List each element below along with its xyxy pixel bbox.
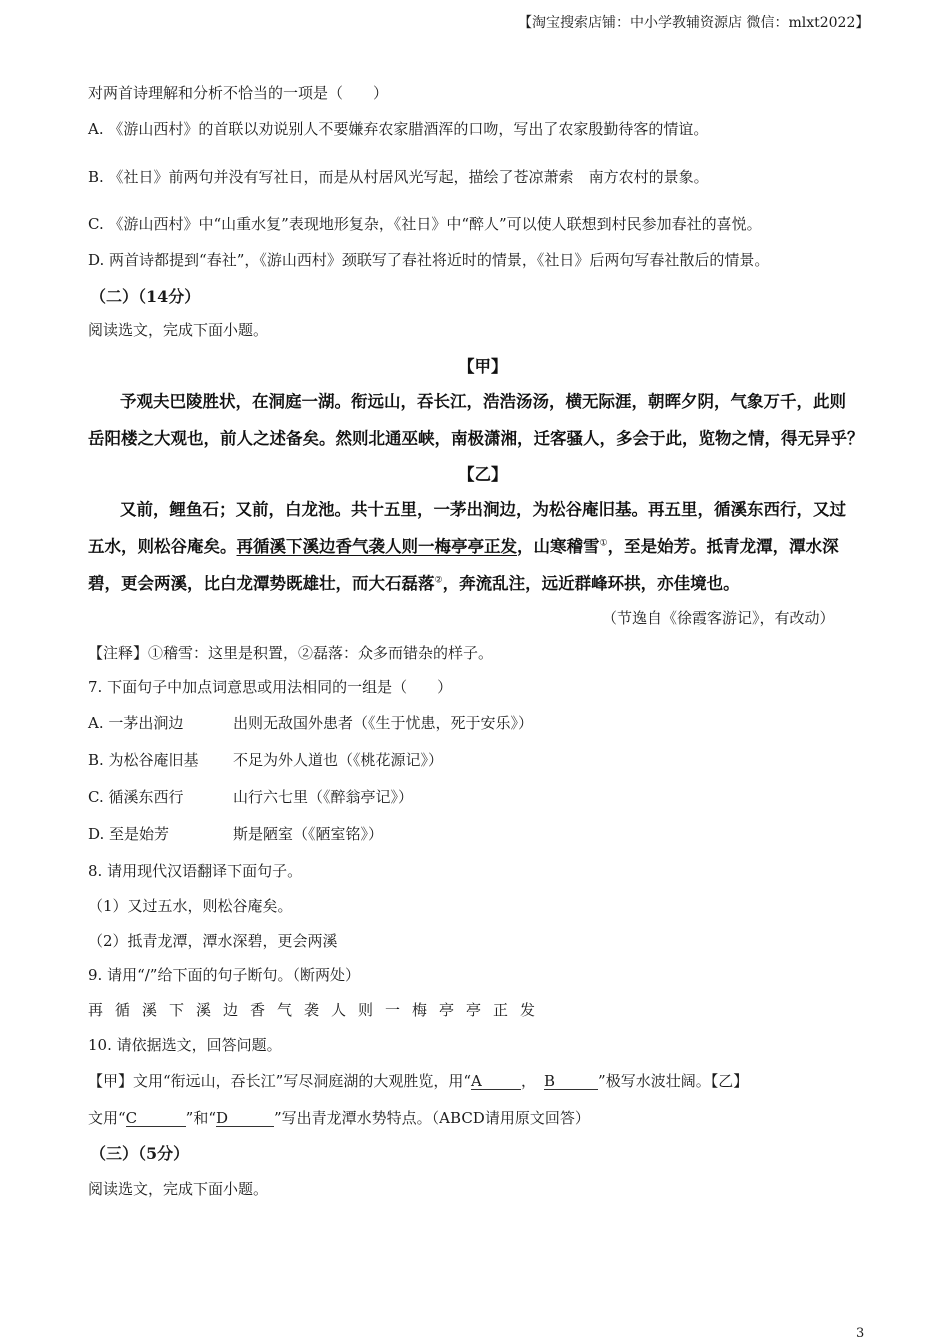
underlined-sentence: 再循溪下溪边香气袭人则一梅亭亭正发: [236, 537, 517, 556]
note-marker-2: ②: [434, 575, 443, 586]
q10-stem: 10. 请依据选文，回答问题。: [88, 1036, 282, 1054]
page-number: 3: [856, 1326, 865, 1341]
passage-yi-line-2: 五水，则松谷庵矣。再循溪下溪边香气袭人则一梅亭亭正发，山寒稽雪①，至是始芳。抵青龙潭，潭水深: [88, 537, 839, 556]
blank-b: B: [544, 1073, 598, 1090]
q7-option-c-left: C. 循溪东西行: [88, 788, 184, 806]
annotation: 【注释】①稽雪：这里是积置，②磊落：众多而错杂的样子。: [88, 644, 494, 662]
passage-source: （节逸自《徐霞客游记》，有改动）: [602, 609, 835, 627]
passage-yi-line-1: 又前，鲤鱼石；又前，白龙池。共十五里，一茅出涧边，为松谷庵旧基。再五里，循溪东西行，又过: [120, 500, 846, 519]
q7-option-c-right: 山行六七里（《醉翁亭记》）: [233, 788, 414, 806]
q6-stem: 对两首诗理解和分析不恰当的一项是（ ）: [88, 84, 389, 102]
q8-part-1: （1）又过五水，则松谷庵矣。: [88, 897, 293, 915]
q10-line-1: 【甲】文用“衔远山，吞长江”写尽洞庭湖的大观胜览，用“A ， B ”极写水波壮阔。【乙】: [88, 1072, 749, 1090]
blank-d: D: [216, 1110, 274, 1127]
page-header: 【淘宝搜索店铺：中小学教辅资源店 微信：mlxt2022】: [518, 15, 870, 31]
note-marker-1: ①: [599, 538, 608, 549]
blank-a: A: [471, 1073, 521, 1090]
section-3-title: （三）（5分）: [90, 1144, 190, 1163]
passage-yi-line-3: 碧，更会两溪，比白龙潭势既雄壮，而大石磊落②，奔流乱注，远近群峰环拱，亦佳境也。: [88, 574, 740, 593]
q7-option-b-right: 不足为外人道也（《桃花源记》）: [233, 751, 444, 769]
q8-stem: 8. 请用现代汉语翻译下面句子。: [88, 862, 303, 880]
passage-jia-label: 【甲】: [458, 357, 508, 376]
q9-sentence: 再循溪下溪边香气袭人则一梅亭亭正发: [88, 1001, 548, 1019]
section-2-title: （二）（14分）: [90, 287, 201, 306]
q7-option-a-right: 出则无敌国外患者（《生于忧患，死于安乐》）: [233, 714, 534, 732]
q8-part-2: （2）抵青龙潭，潭水深碧，更会两溪: [88, 932, 338, 950]
section-2-intro: 阅读选文，完成下面小题。: [88, 321, 269, 339]
passage-jia-line-2: 岳阳楼之大观也，前人之述备矣。然则北通巫峡，南极潇湘，迁客骚人，多会于此，览物之情，得无异乎？: [88, 429, 864, 448]
section-3-intro: 阅读选文，完成下面小题。: [88, 1180, 269, 1198]
q9-stem: 9. 请用“/”给下面的句子断句。（断两处）: [88, 966, 360, 984]
q7-stem: 7. 下面句子中加点词意思或用法相同的一组是（ ）: [88, 678, 453, 696]
q6-option-c: C. 《游山西村》中“山重水复”表现地形复杂，《社日》中“醉人”可以使人联想到村民参加春社的喜悦。: [88, 215, 762, 233]
passage-yi-label: 【乙】: [458, 465, 508, 484]
q7-option-b-left: B. 为松谷庵旧基: [88, 751, 199, 769]
q7-option-a-left: A. 一茅出涧边: [88, 714, 184, 732]
q7-option-d-left: D. 至是始芳: [88, 825, 170, 843]
q10-line-2: 文用“C ”和“D ”写出青龙潭水势特点。（ABCD请用原文回答）: [88, 1109, 590, 1127]
q6-option-a: A. 《游山西村》的首联以劝说别人不要嫌弃农家腊酒浑的口吻，写出了农家殷勤待客的情谊。: [88, 120, 709, 138]
q7-option-d-right: 斯是陋室（《陋室铭》）: [233, 825, 384, 843]
blank-c: C: [126, 1110, 186, 1127]
q6-option-b: B. 《社日》前两句并没有写社日，而是从村居风光写起，描绘了苍凉萧索 南方农村的景象。: [88, 168, 709, 186]
passage-jia-line-1: 予观夫巴陵胜状，在洞庭一湖。衔远山，吞长江，浩浩汤汤，横无际涯，朝晖夕阴，气象万千，此则: [120, 392, 846, 411]
q6-option-d: D. 两首诗都提到“春社”，《游山西村》颈联写了春社将近时的情景，《社日》后两句写春社散后的情景。: [88, 251, 770, 269]
